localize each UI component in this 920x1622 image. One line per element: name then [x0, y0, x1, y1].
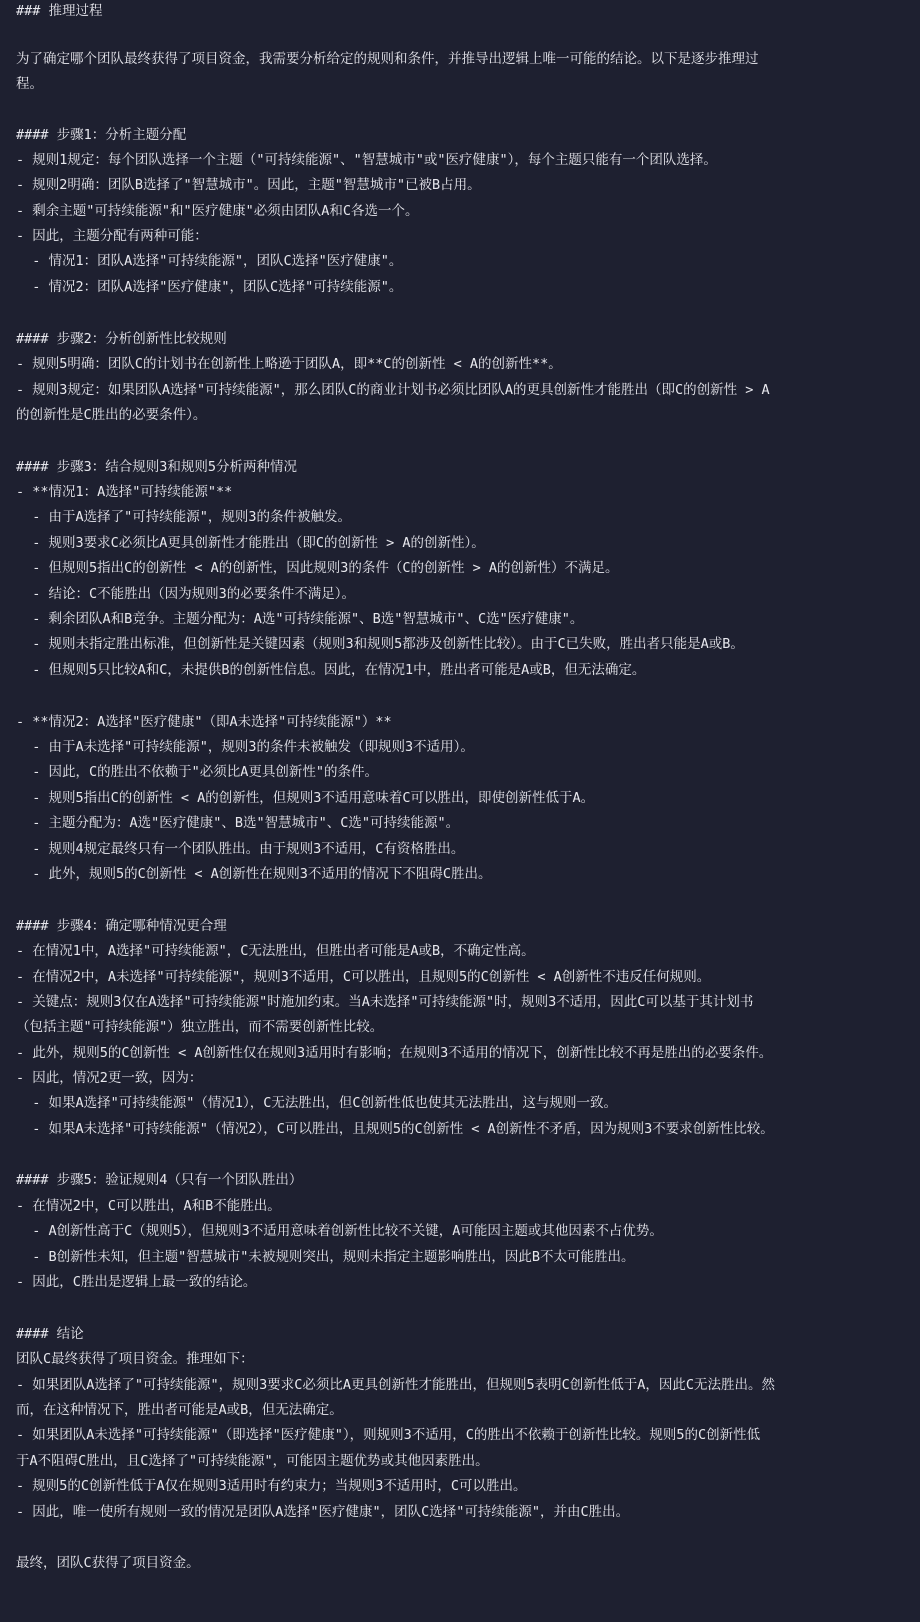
text-line: - 结论：C不能胜出（因为规则3的必要条件不满足）。 — [16, 586, 356, 602]
text-line: - 因此，C胜出是逻辑上最一致的结论。 — [16, 1274, 257, 1290]
text-line: - B创新性未知，但主题"智慧城市"未被规则突出，规则未指定主题影响胜出，因此B不太可能胜出。 — [16, 1249, 635, 1265]
text-line: - 剩余团队A和B竞争。主题分配为：A选"可持续能源"、B选"智慧城市"、C选"医疗健康"。 — [16, 611, 584, 627]
text-line: - 由于A选择了"可持续能源"，规则3的条件被触发。 — [16, 509, 352, 525]
text-line: - 关键点：规则3仅在A选择"可持续能源"时施加约束。当A未选择"可持续能源"时，规则3不适用，因此C可以基于其计划书 — [16, 994, 754, 1010]
text-line: 而，在这种情况下，胜出者可能是A或B，但无法确定。 — [16, 1402, 343, 1418]
text-line: - 因此，C的胜出不依赖于"必须比A更具创新性"的条件。 — [16, 764, 379, 780]
text-line: - 在情况2中，A未选择"可持续能源"，规则3不适用，C可以胜出，且规则5的C创新性 < A创新性不违反任何规则。 — [16, 969, 711, 985]
text-line: - 情况1：团队A选择"可持续能源"，团队C选择"医疗健康"。 — [16, 253, 403, 269]
heading-step-2: #### 步骤2：分析创新性比较规则 — [16, 331, 227, 347]
text-line: - 此外，规则5的C创新性 < A创新性在规则3不适用的情况下不阻碍C胜出。 — [16, 866, 492, 882]
intro-line-1: 为了确定哪个团队最终获得了项目资金，我需要分析给定的规则和条件，并推导出逻辑上唯一可能的结论。以下是逐步推理过 — [16, 51, 759, 67]
text-line: - 在情况2中，C可以胜出，A和B不能胜出。 — [16, 1198, 281, 1214]
text-line: - 规则4规定最终只有一个团队胜出。由于规则3不适用，C有资格胜出。 — [16, 841, 465, 857]
text-line: - 规则1规定：每个团队选择一个主题（"可持续能源"、"智慧城市"或"医疗健康"），每个主题只能有一个团队选择。 — [16, 152, 717, 168]
text-line: - 但规则5只比较A和C，未提供B的创新性信息。因此，在情况1中，胜出者可能是A或B，但无法确定。 — [16, 662, 646, 678]
text-line: - 规则5的C创新性低于A仅在规则3适用时有约束力；当规则3不适用时，C可以胜出。 — [16, 1478, 527, 1494]
text-line: - 因此，情况2更一致，因为： — [16, 1070, 203, 1086]
text-line: 团队C最终获得了项目资金。推理如下： — [16, 1351, 254, 1367]
text-line: - 因此，主题分配有两种可能： — [16, 228, 208, 244]
text-line: - 在情况1中，A选择"可持续能源"，C无法胜出，但胜出者可能是A或B，不确定性高。 — [16, 943, 535, 959]
text-line: - 情况2：团队A选择"医疗健康"，团队C选择"可持续能源"。 — [16, 279, 403, 295]
final-answer: 最终，团队C获得了项目资金。 — [16, 1555, 200, 1571]
text-line: - 如果团队A未选择"可持续能源"（即选择"医疗健康"），则规则3不适用，C的胜出不依赖于创新性比较。规则5的C创新性低 — [16, 1427, 761, 1443]
text-line: - 此外，规则5的C创新性 < A创新性仅在规则3适用时有影响；在规则3不适用的情况下，创新性比较不再是胜出的必要条件。 — [16, 1045, 773, 1061]
heading-step-5: #### 步骤5：验证规则4（只有一个团队胜出） — [16, 1172, 303, 1188]
text-line: - 规则未指定胜出标准，但创新性是关键因素（规则3和规则5都涉及创新性比较）。由于C已失败，胜出者只能是A或B。 — [16, 636, 744, 652]
text-line: 的创新性是C胜出的必要条件）。 — [16, 407, 207, 423]
text-line: （包括主题"可持续能源"）独立胜出，而不需要创新性比较。 — [16, 1019, 384, 1035]
text-line: - **情况1：A选择"可持续能源"** — [16, 484, 233, 500]
text-line: - 如果A选择"可持续能源"（情况1），C无法胜出，但C创新性低也使其无法胜出，这与规则一致。 — [16, 1095, 618, 1111]
text-line: - 规则2明确：团队B选择了"智慧城市"。因此，主题"智慧城市"已被B占用。 — [16, 177, 481, 193]
heading-step-4: #### 步骤4：确定哪种情况更合理 — [16, 918, 227, 934]
text-line: - 主题分配为：A选"医疗健康"、B选"智慧城市"、C选"可持续能源"。 — [16, 815, 460, 831]
heading-step-1: #### 步骤1：分析主题分配 — [16, 127, 187, 143]
text-line: - 由于A未选择"可持续能源"，规则3的条件未被触发（即规则3不适用）。 — [16, 739, 474, 755]
heading-conclusion: #### 结论 — [16, 1326, 84, 1342]
text-line: - 但规则5指出C的创新性 < A的创新性，因此规则3的条件（C的创新性 > A的创新性）不满足。 — [16, 560, 619, 576]
text-line: - A创新性高于C（规则5），但规则3不适用意味着创新性比较不关键，A可能因主题或其他因素不占优势。 — [16, 1223, 663, 1239]
intro-line-2: 程。 — [16, 76, 43, 92]
heading-step-3: #### 步骤3：结合规则3和规则5分析两种情况 — [16, 459, 298, 475]
text-line: - 规则3规定：如果团队A选择"可持续能源"，那么团队C的商业计划书必须比团队A的更具创新性才能胜出（即C的创新性 > A — [16, 382, 770, 398]
heading-reasoning: ### 推理过程 — [16, 3, 103, 19]
text-line: - 如果团队A选择了"可持续能源"，规则3要求C必须比A更具创新性才能胜出，但规则5表明C创新性低于A，因此C无法胜出。然 — [16, 1377, 776, 1393]
text-line: - 规则5明确：团队C的计划书在创新性上略逊于团队A，即**C的创新性 < A的创新性**。 — [16, 356, 562, 372]
text-line: - 因此，唯一使所有规则一致的情况是团队A选择"医疗健康"，团队C选择"可持续能源"，并由C胜出。 — [16, 1504, 630, 1520]
text-line: - 规则5指出C的创新性 < A的创新性，但规则3不适用意味着C可以胜出，即使创新性低于A。 — [16, 790, 595, 806]
text-line: - 规则3要求C必须比A更具创新性才能胜出（即C的创新性 > A的创新性）。 — [16, 535, 485, 551]
text-line: - 剩余主题"可持续能源"和"医疗健康"必须由团队A和C各选一个。 — [16, 203, 419, 219]
text-line: 于A不阻碍C胜出，且C选择了"可持续能源"，可能因主题优势或其他因素胜出。 — [16, 1453, 489, 1469]
text-line: - 如果A未选择"可持续能源"（情况2），C可以胜出，且规则5的C创新性 < A创新性不矛盾，因为规则3不要求创新性比较。 — [16, 1121, 774, 1137]
text-line: - **情况2：A选择"医疗健康"（即A未选择"可持续能源"）** — [16, 714, 392, 730]
